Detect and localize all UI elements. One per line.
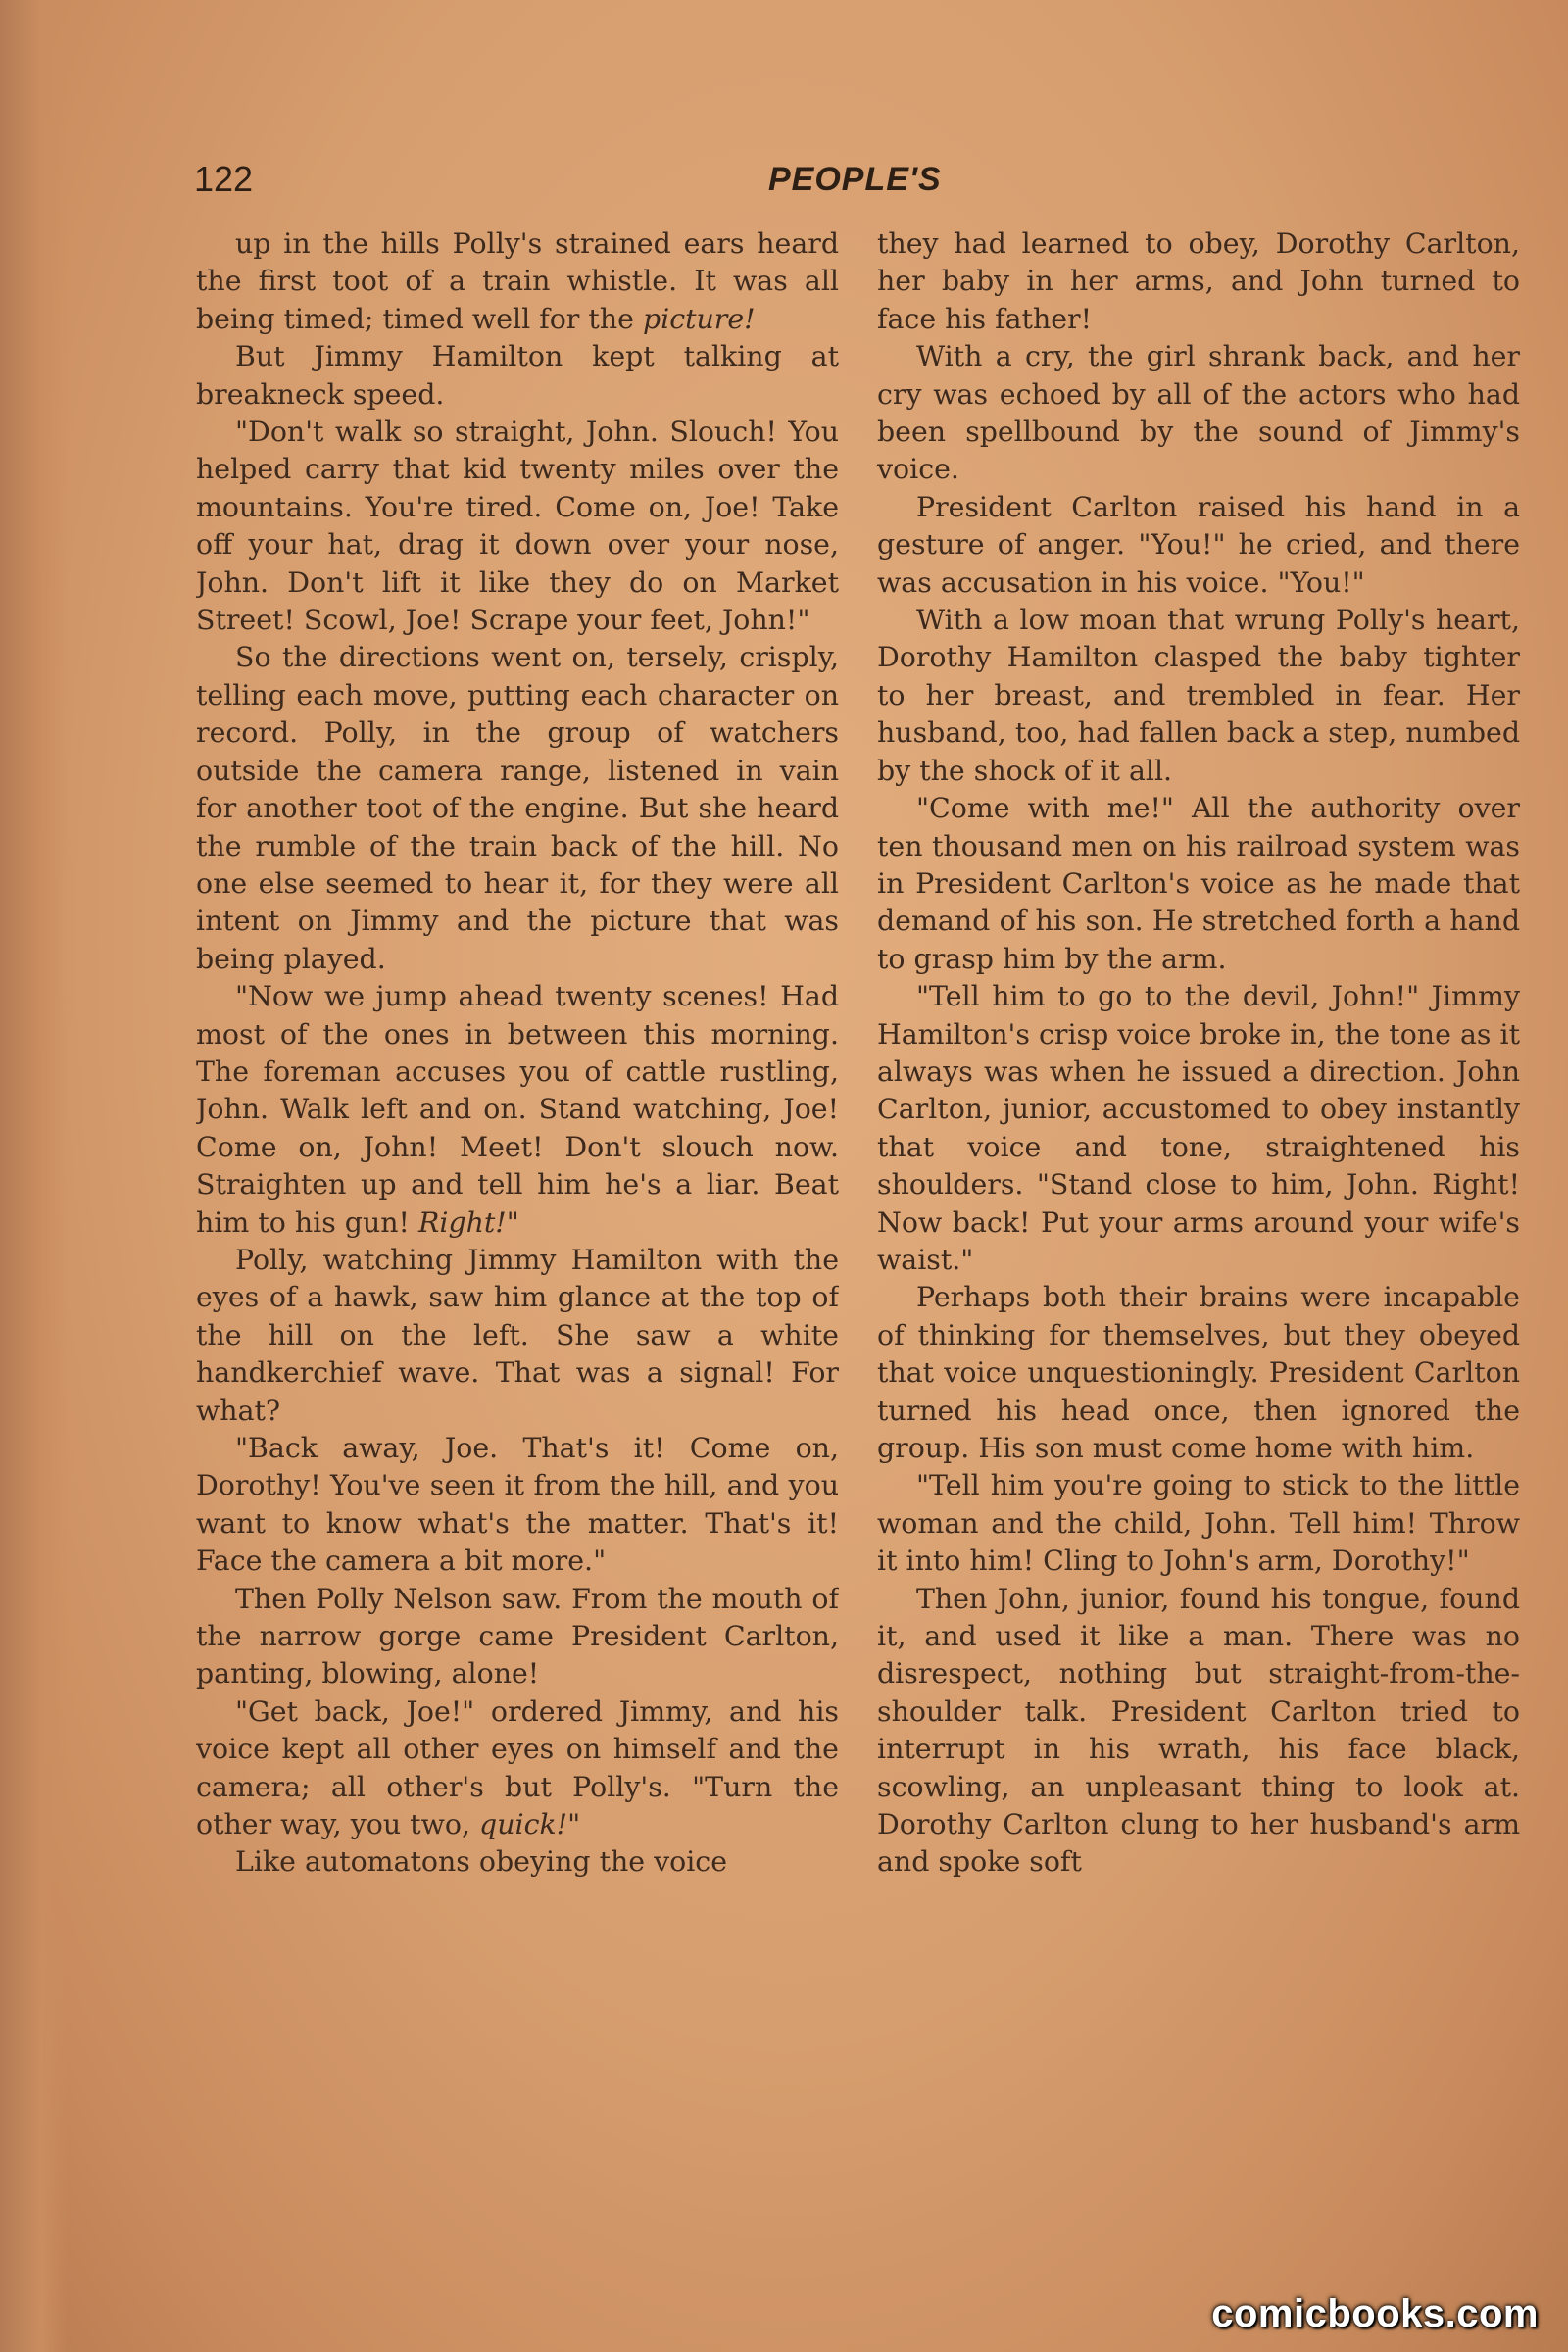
paragraph-text: "Back away, Joe. That's it! Come on, Dorothy! You've seen it from the hill, and you want to know what's the matter. That's it! Face the camera a bit more."	[196, 1432, 839, 1578]
watermark: comicbooks.com	[1211, 2292, 1539, 2335]
paragraph	[877, 1581, 1520, 1882]
paragraph	[877, 790, 1520, 978]
paragraph	[196, 1581, 839, 1693]
paragraph	[877, 225, 1520, 338]
paragraph	[196, 1693, 839, 1844]
paragraph-text: Polly, watching Jimmy Hamilton with the eyes of a hawk, saw him glance at the top of the hill on the left. She saw a white handkerchief wave. That was a signal! For what?	[196, 1243, 839, 1427]
left-column	[196, 225, 839, 2117]
paragraph-text: But Jimmy Hamilton kept talking at breakneck speed.	[196, 340, 839, 411]
paragraph-text: With a cry, the girl shrank back, and her cry was echoed by all of the actors who had been spellbound by the sound of Jimmy's voice.	[877, 340, 1520, 486]
paragraph-text: "Now we jump ahead twenty scenes! Had most of the ones in between this morning. The foreman accuses you of cattle rustling, John. Walk left and on. Stand watching, Joe! Come on, John! Meet! Don't slouch now. Straighten up and tell him he's a liar. Beat him to his gun!	[196, 980, 839, 1239]
paragraph	[196, 978, 839, 1242]
paragraph	[196, 1843, 839, 1881]
paragraph	[877, 978, 1520, 1279]
paragraph-text: So the directions went on, tersely, crisply, telling each move, putting each character on record. Polly, in the group of watchers outside the camera range, listened in vain for another toot of the engine. But she heard the rumble of the train back of the hill. No one else seemed to hear it, for they were all intent on Jimmy and the picture that was being played.	[196, 641, 839, 975]
italic-text: quick!"	[479, 1808, 581, 1841]
paragraph-text: Like automatons obeying the voice	[235, 1845, 728, 1879]
paragraph-text: Then Polly Nelson saw. From the mouth of the narrow gorge came President Carlton, panting, blowing, alone!	[196, 1582, 839, 1690]
page-header	[194, 155, 1527, 204]
paragraph-text: Then John, junior, found his tongue, found it, and used it like a man. There was no disrespect, nothing but straight-from-the-shoulder talk. President Carlton tried to interrupt in his wrath, his face black, scowling, an unpleasant thing to look at. Dorothy Carlton clung to her husband's arm and spoke soft	[877, 1582, 1520, 1879]
italic-text: picture!	[642, 302, 756, 335]
paragraph-text: "Get back, Joe!" ordered Jimmy, and his voice kept all other eyes on himself and the camera; all other's but Polly's. "Turn the other way, you two,	[196, 1694, 839, 1841]
paragraph-text: up in the hills Polly's strained ears heard the first toot of a train whistle. It was all being timed; timed well for the	[196, 227, 839, 335]
running-head: PEOPLE'S	[768, 161, 942, 198]
paragraph	[877, 338, 1520, 489]
paragraph	[196, 1242, 839, 1430]
paragraph	[196, 1430, 839, 1581]
right-column	[877, 225, 1520, 2117]
paragraph	[877, 1279, 1520, 1467]
paragraph	[196, 639, 839, 978]
paragraph	[877, 602, 1520, 790]
paragraph-text: Perhaps both their brains were incapable of thinking for themselves, but they obeyed that voice unquestioningly. President Carlton turned his head once, then ignored the group. His son must come home with him.	[877, 1281, 1520, 1464]
paragraph	[196, 225, 839, 338]
paragraph-text: "Don't walk so straight, John. Slouch! You helped carry that kid twenty miles over the mountains. You're tired. Come on, Joe! Take off your hat, drag it down over your nose, John. Don't lift it like they do on Market Street! Scowl, Joe! Scrape your feet, John!"	[196, 416, 839, 637]
paragraph-text: they had learned to obey, Dorothy Carlton, her baby in her arms, and John turned to face his father!	[877, 227, 1520, 335]
page-binding-edge	[0, 0, 69, 2352]
paragraph-text: With a low moan that wrung Polly's heart, Dorothy Hamilton clasped the baby tighter to her breast, and trembled in fear. Her husband, too, had fallen back a step, numbed by the shock of it all.	[877, 604, 1520, 787]
paragraph	[196, 338, 839, 414]
paragraph	[196, 414, 839, 639]
paragraph-text: "Tell him you're going to stick to the little woman and the child, John. Tell him! Throw it into him! Cling to John's arm, Dorothy!"	[877, 1469, 1520, 1578]
paragraph-text: "Tell him to go to the devil, John!" Jimmy Hamilton's crisp voice broke in, the tone as it always was when he issued a direction. John Carlton, junior, accustomed to obey instantly that voice and tone, straightened his shoulders. "Stand close to him, John. Right! Now back! Put your arms around your wife's waist."	[877, 980, 1520, 1276]
paragraph	[877, 1467, 1520, 1580]
paragraph-text: President Carlton raised his hand in a gesture of anger. "You!" he cried, and there was accusation in his voice. "You!"	[877, 490, 1520, 599]
paragraph	[877, 489, 1520, 602]
paragraph-text: "Come with me!" All the authority over ten thousand men on his railroad system was in President Carlton's voice as he made that demand of his son. He stretched forth a hand to grasp him by the arm.	[877, 792, 1520, 975]
page-number: 122	[194, 159, 254, 199]
italic-text: Right!"	[417, 1205, 519, 1239]
